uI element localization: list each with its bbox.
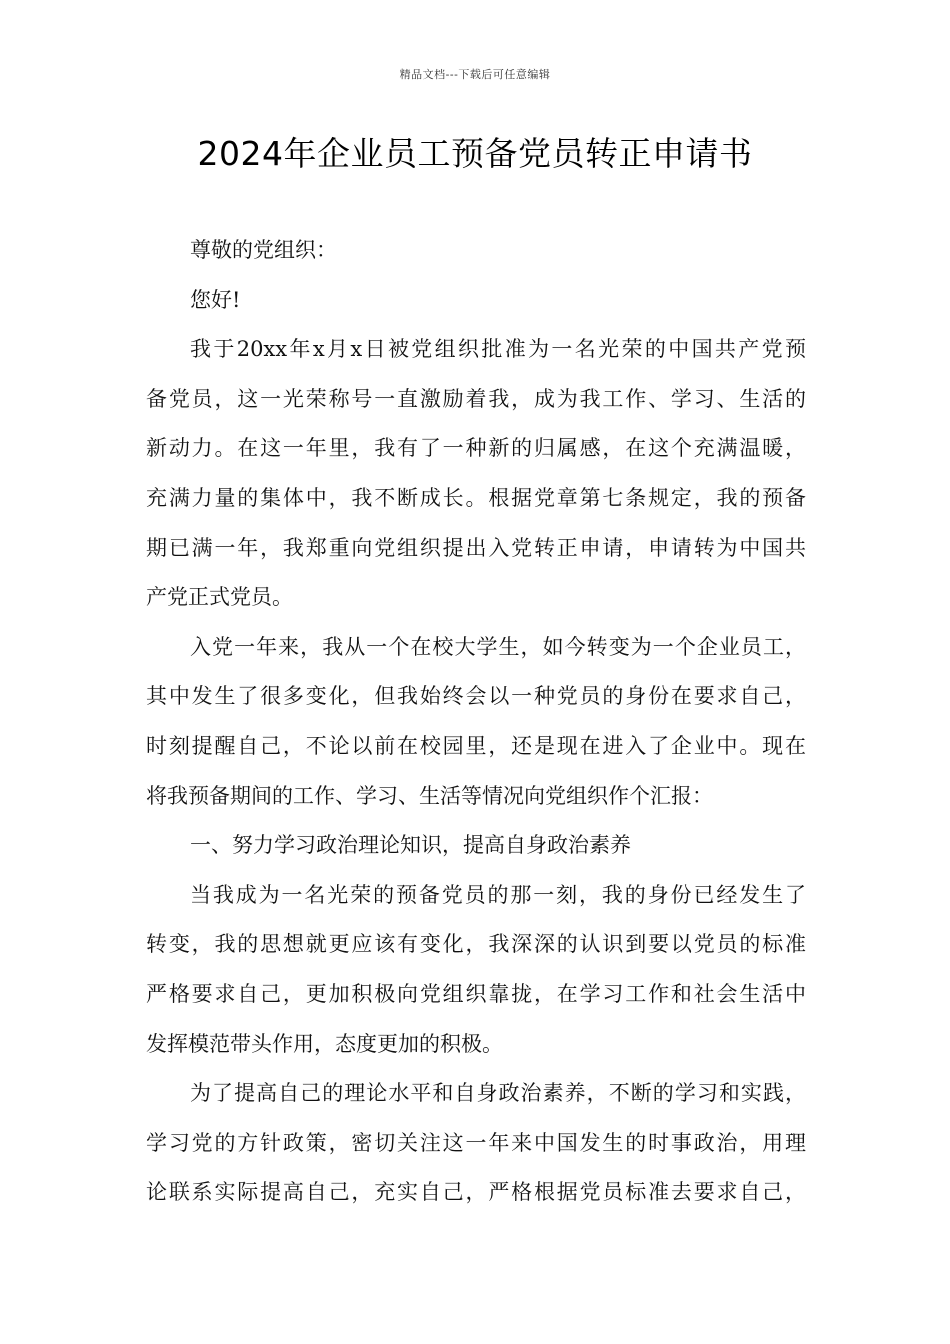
paragraph-line: 当我成为一名光荣的预备党员的那一刻，我的身份已经发生了	[190, 882, 806, 907]
paragraph-line: 时刻提醒自己，不论以前在校园里，还是现在进入了企业中。现在	[146, 733, 806, 758]
paragraph-line: 入党一年来，我从一个在校大学生，如今转变为一个企业员工，	[190, 634, 806, 659]
paragraph-line: 其中发生了很多变化，但我始终会以一种党员的身份在要求自己，	[146, 684, 806, 709]
paragraph-line: 备党员，这一光荣称号一直激励着我，成为我工作、学习、生活的	[146, 386, 806, 411]
paragraph-line: 严格要求自己，更加积极向党组织靠拢，在学习工作和社会生活中	[146, 981, 806, 1006]
paragraph-line: 期已满一年，我郑重向党组织提出入党转正申请，申请转为中国共	[146, 535, 806, 560]
paragraph-line: 新动力。在这一年里，我有了一种新的归属感，在这个充满温暖，	[146, 436, 806, 461]
section-heading: 一、努力学习政治理论知识，提高自身政治素养	[190, 833, 631, 858]
header-note: 精品文档---下载后可任意编辑	[399, 68, 551, 81]
paragraph-line: 为了提高自己的理论水平和自身政治素养，不断的学习和实践，	[190, 1081, 806, 1106]
document-body	[146, 232, 806, 1224]
document-title: 2024年企业员工预备党员转正申请书	[197, 134, 753, 173]
paragraph-line: 产党正式党员。	[146, 585, 293, 610]
paragraph-line: 将我预备期间的工作、学习、生活等情况向党组织作个汇报：	[146, 783, 713, 808]
paragraph-line: 转变，我的思想就更应该有变化，我深深的认识到要以党员的标准	[146, 932, 806, 957]
greeting: 您好!	[190, 287, 241, 312]
paragraph-line: 充满力量的集体中，我不断成长。根据党章第七条规定，我的预备	[146, 485, 806, 510]
salutation: 尊敬的党组织：	[190, 238, 337, 262]
paragraph-line: 学习党的方针政策，密切关注这一年来中国发生的时事政治，用理	[146, 1130, 806, 1155]
paragraph-line: 我于20xx年x月x日被党组织批准为一名光荣的中国共产党预	[190, 337, 806, 362]
paragraph-line: 论联系实际提高自己，充实自己，严格根据党员标准去要求自己，	[146, 1180, 806, 1205]
paragraph-line: 发挥模范带头作用，态度更加的积极。	[146, 1031, 503, 1056]
